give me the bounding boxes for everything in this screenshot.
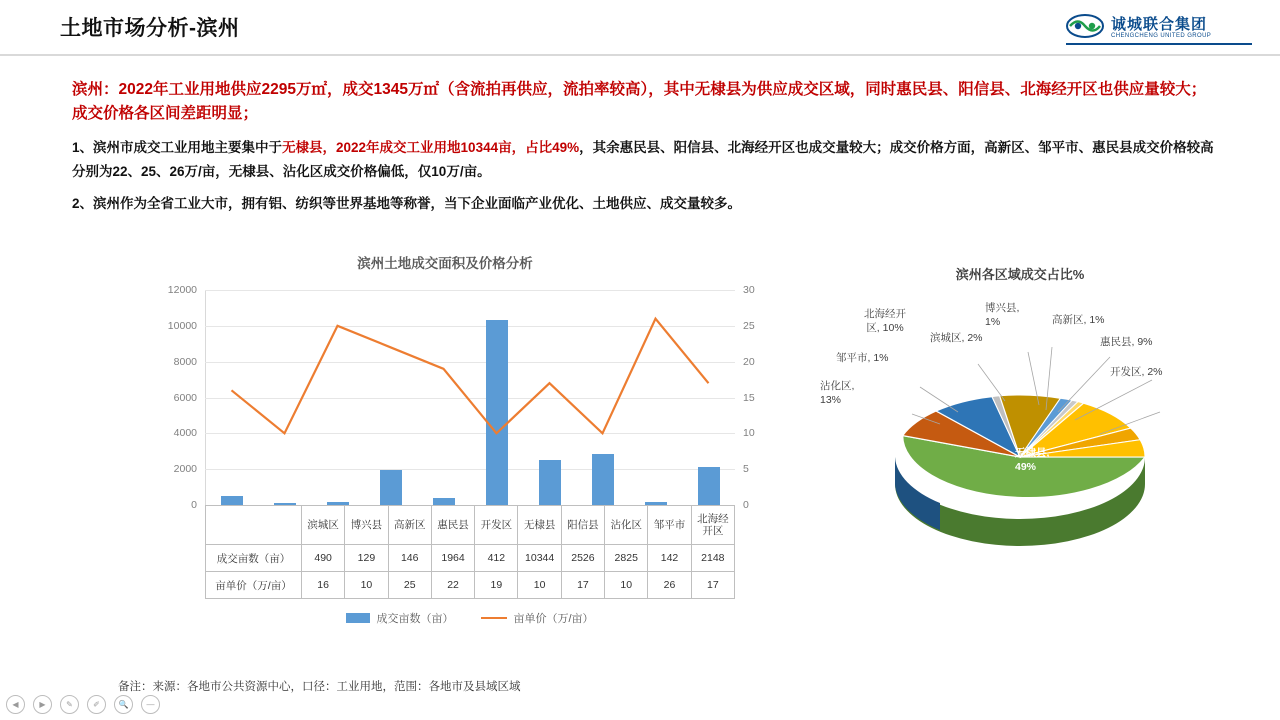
table-cell: 22 [431, 572, 474, 599]
pen-icon[interactable]: ✎ [60, 695, 79, 714]
pie-label-yangxin: 阳信县, 12% [866, 422, 901, 448]
table-cell: 26 [648, 572, 691, 599]
pie-label-kaifaqu: 开发区, 2% [1110, 366, 1163, 378]
bar-chart-title: 滨州土地成交面积及价格分析 [357, 256, 533, 271]
pie-label-zhanhua: 沾化区, 13% [820, 380, 855, 406]
line-series [205, 290, 735, 505]
y2-tick-label: 0 [743, 499, 749, 511]
y-tick-label: 0 [191, 499, 197, 511]
table-cell: 490 [302, 545, 345, 572]
table-column-header: 北海经开区 [691, 506, 734, 545]
y2-tick-label: 30 [743, 284, 755, 296]
table-cell: 2526 [561, 545, 604, 572]
table-cell: 25 [388, 572, 431, 599]
table-cell: 19 [475, 572, 518, 599]
legend-swatch-bar [346, 613, 370, 623]
y-tick-label: 10000 [167, 319, 197, 332]
company-logo [1066, 10, 1256, 46]
highlighter-icon[interactable]: ✐ [87, 695, 106, 714]
y2-tick-label: 25 [743, 319, 755, 332]
bottom-toolbar[interactable] [6, 695, 160, 714]
page-header [0, 0, 1280, 56]
y-tick-label: 8000 [173, 355, 197, 368]
table-cell: 2148 [691, 545, 734, 572]
chart-legend [205, 610, 735, 626]
page-title: 土地市场分析-滨州 [60, 17, 240, 40]
body-paragraph-2: 2、滨州作为全省工业大市，拥有铝、纺织等世界基地等称誉，当下企业面临产业优化、土地供应、成交量较多。 [72, 196, 742, 211]
pie-label-boxing: 博兴县, 1% [985, 302, 1020, 328]
data-table [205, 505, 735, 599]
y2-tick-label: 15 [743, 391, 755, 404]
table-cell: 17 [691, 572, 734, 599]
y-tick-label: 12000 [167, 284, 197, 296]
body-p1-part-b: ，其余惠民县、阳信县、北海经开区也成交量较大；成交价格方面，高新区、邹平市、惠民县成交价格较高分别为22、25、26万/亩，无棣县、沾化区成交价格偏低，仅10万/亩。 [72, 140, 1214, 179]
pie-label-zouping: 邹平市, 1% [836, 352, 889, 364]
table-header-row [206, 506, 735, 545]
legend-swatch-line [481, 617, 507, 619]
table-column-header: 邹平市 [648, 506, 691, 545]
y-tick-label: 6000 [173, 391, 197, 404]
y-tick-label: 2000 [173, 463, 197, 476]
table-cell: 10 [345, 572, 388, 599]
table-row-label: 成交亩数（亩） [206, 545, 302, 572]
legend-item-line [481, 610, 593, 626]
pie-label-beihai: 北海经开 区, 10% [864, 308, 906, 334]
pie-label-bincheng: 滨城区, 2% [930, 332, 983, 344]
pie-chart [800, 252, 1240, 582]
y2-tick-label: 10 [743, 427, 755, 440]
zoom-icon[interactable]: 🔍 [114, 695, 133, 714]
table-cell: 10344 [518, 545, 561, 572]
legend-label-bar: 成交亩数（亩） [376, 613, 454, 625]
table-cell: 16 [302, 572, 345, 599]
table-column-header: 阳信县 [561, 506, 604, 545]
table-cell: 2825 [605, 545, 648, 572]
logo-mark-icon [1066, 13, 1104, 43]
table-cell: 17 [561, 572, 604, 599]
pie-label-gaoxin: 高新区, 1% [1052, 314, 1105, 326]
table-cell: 1964 [431, 545, 474, 572]
logo-underline [1066, 43, 1252, 45]
table-column-header: 开发区 [475, 506, 518, 545]
prev-icon[interactable]: ◀ [6, 695, 25, 714]
table-row [206, 545, 735, 572]
y2-tick-label: 20 [743, 355, 755, 368]
table-column-header: 惠民县 [431, 506, 474, 545]
pie-label-wudi: 无棣县, 49% [1015, 447, 1050, 473]
body-p1-part-a: 1、滨州市成交工业用地主要集中于 [72, 140, 283, 155]
y2-tick-label: 5 [743, 463, 749, 476]
table-column-header: 高新区 [388, 506, 431, 545]
header-divider [0, 54, 1280, 56]
legend-item-bars [346, 610, 453, 626]
table-column-header: 滨城区 [302, 506, 345, 545]
pie-graphic [800, 252, 1240, 582]
table-cell: 10 [605, 572, 648, 599]
pie-chart-title: 滨州各区域成交占比% [955, 267, 1085, 282]
logo-text [1111, 17, 1211, 39]
table-cell: 10 [518, 572, 561, 599]
table-row-label: 亩单价（万/亩） [206, 572, 302, 599]
table-cell: 129 [345, 545, 388, 572]
minus-icon[interactable]: — [141, 695, 160, 714]
pie-label-huimin: 惠民县, 9% [1100, 336, 1153, 348]
table-cell: 142 [648, 545, 691, 572]
table-column-header: 无棣县 [518, 506, 561, 545]
next-icon[interactable]: ▶ [33, 695, 52, 714]
table-cell: 146 [388, 545, 431, 572]
logo-name-en: CHENGCHENG UNITED GROUP [1111, 32, 1212, 39]
logo-name-cn: 诚城联合集团 [1111, 15, 1208, 33]
source-note: 备注：来源：各地市公共资源中心，口径：工业用地，范围：各地市及县域区域 [118, 681, 521, 693]
body-paragraph-1 [72, 136, 1222, 183]
legend-label-line: 亩单价（万/亩） [513, 613, 594, 625]
body-p1-highlight: 无棣县，2022年成交工业用地10344亩，占比49% [282, 140, 580, 155]
bar-line-chart [105, 252, 785, 642]
table-corner-cell [206, 506, 302, 545]
table-cell: 412 [475, 545, 518, 572]
table-column-header: 博兴县 [345, 506, 388, 545]
y-tick-label: 4000 [173, 427, 197, 440]
bar-chart-plot [167, 284, 755, 511]
lead-paragraph: 滨州：2022年工业用地供应2295万㎡，成交1345万㎡（含流拍再供应，流拍率较高），其中无棣县为供应成交区域，同时惠民县、阳信县、北海经开区也供应量较大；成交价格各区间差距明显； [72, 81, 1207, 123]
table-column-header: 沾化区 [605, 506, 648, 545]
table-row [206, 572, 735, 599]
